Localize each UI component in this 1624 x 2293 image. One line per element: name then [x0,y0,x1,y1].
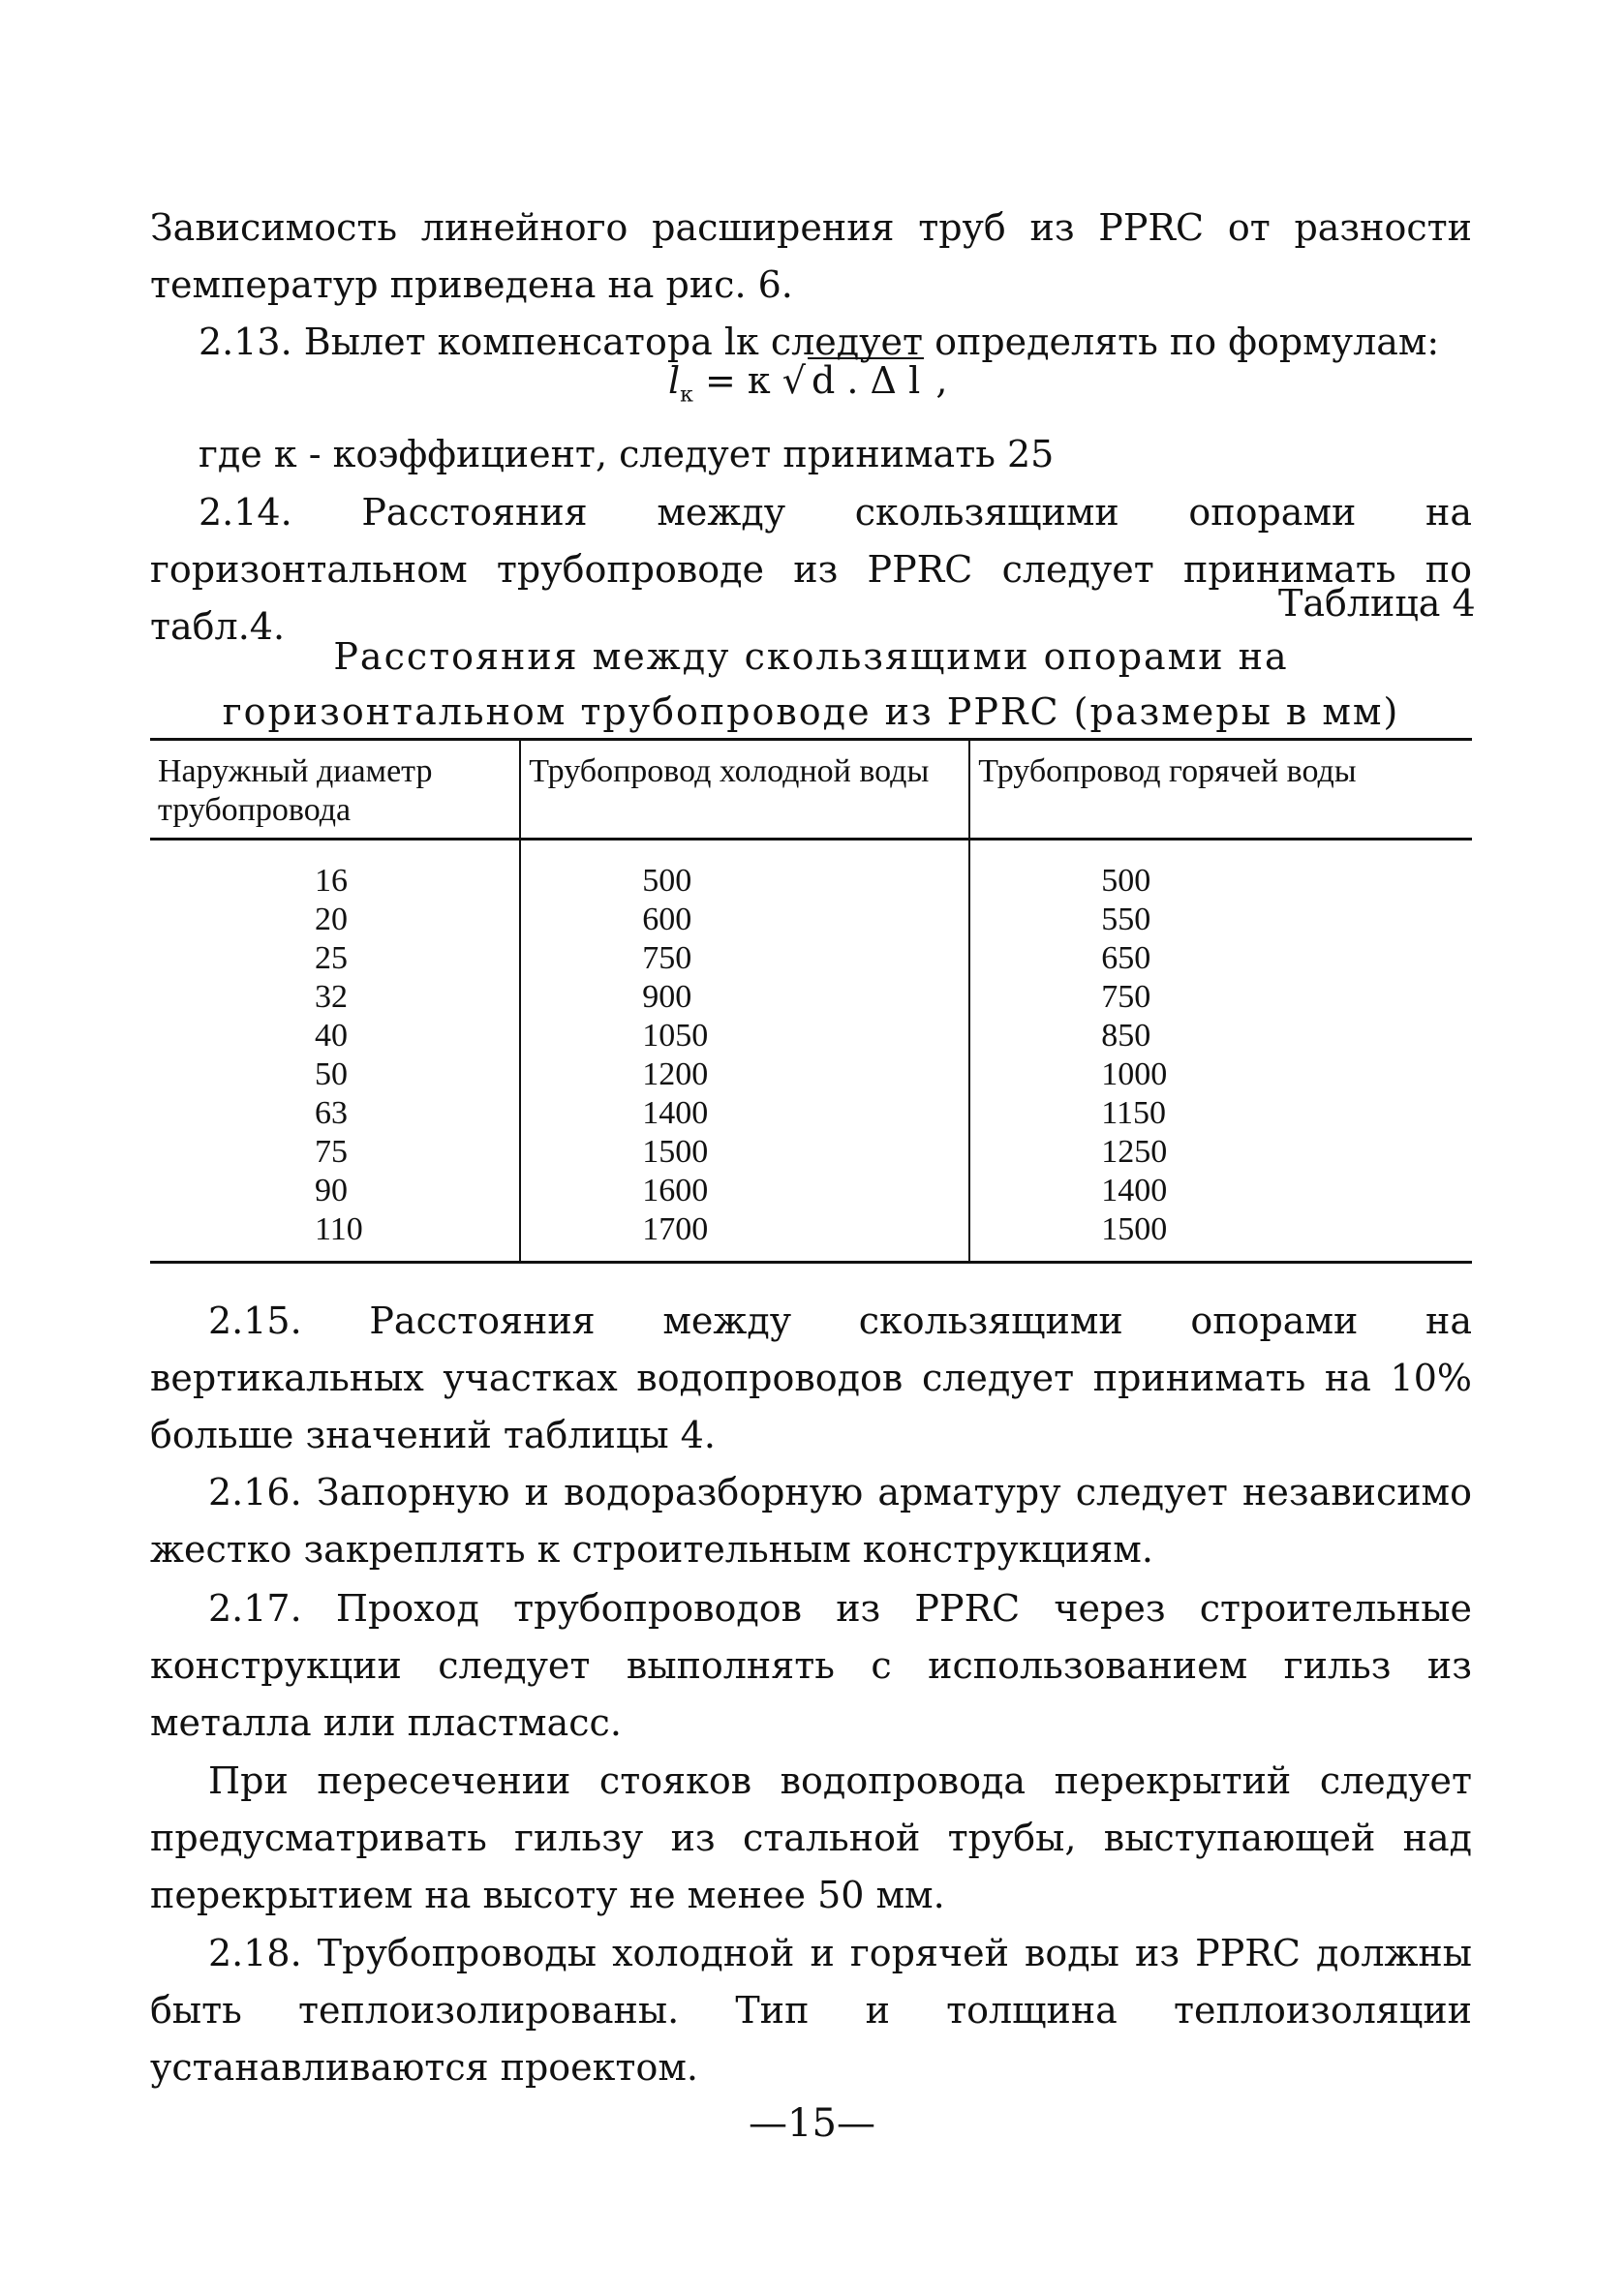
cold-water-cell: 600 [642,902,692,937]
diameter-cell: 90 [315,1173,348,1208]
support-distance-table [150,738,1472,1264]
hot-water-cell: 550 [1101,902,1151,937]
hot-water-cell: 650 [1101,940,1151,976]
diameter-cell: 63 [315,1095,348,1131]
paragraph-sleeve: При пересечении стояков водопровода перекрытий следует предусматривать гильзу из стальной трубы, выступающей над перекрытием на высоту не менее 50 мм. [150,1759,1472,1916]
paragraph-2-15: 2.15. Расстояния между скользящими опорами на вертикальных участках водопроводов следует принимать на 10% больше значений таблицы 4. [150,1299,1472,1456]
table-caption: Таблица 4 [1278,582,1476,625]
cold-water-cell: 750 [642,940,692,976]
header-cold-water: Трубопровод холодной воды [520,741,969,840]
paragraph-2-17: 2.17. Проход трубопроводов из PPRC через строительные конструкции следует выполнять с использованием гильз из металла или пластмасс. [150,1587,1472,1744]
hot-water-column [969,840,1472,1263]
diameter-column [150,840,520,1263]
diameter-cell: 20 [315,902,348,937]
cold-water-cell: 1050 [642,1018,709,1054]
paragraph-coefficient: где к - коэффициент, следует принимать 25 [199,433,1055,475]
hot-water-cell: 850 [1101,1018,1151,1054]
cold-water-cell: 1500 [642,1134,709,1170]
hot-water-cell: 1400 [1101,1173,1168,1208]
formula-equals: = к [705,359,771,402]
cold-water-cell: 1700 [642,1211,709,1247]
hot-water-cell: 500 [1101,863,1151,899]
diameter-cell: 75 [315,1134,348,1170]
diameter-cell: 25 [315,940,348,976]
hot-water-cell: 1500 [1101,1211,1168,1247]
compensator-formula [668,356,947,420]
paragraph-2-18: 2.18. Трубопроводы холодной и горячей воды из PPRC должны быть теплоизолированы. Тип и толщина теплоизоляции устанавливаются проектом. [150,1932,1472,2089]
page-number: —15— [749,2101,875,2146]
table-title [150,629,1472,740]
table-title-line-2: горизонтальном трубопроводе из PPRC (размеры в мм) [222,690,1400,733]
cold-water-column [520,840,969,1263]
sqrt-icon: √ [781,359,806,402]
paragraph-2-13: 2.13. Вылет компенсатора lк следует определять по формулам: [199,321,1440,363]
table-title-line-1: Расстояния между скользящими опорами на [333,635,1289,678]
diameter-cell: 32 [315,979,348,1015]
cold-water-cell: 1600 [642,1173,709,1208]
header-diameter: Наружный диаметр трубопровода [150,741,520,840]
cold-water-cell: 900 [642,979,692,1015]
diameter-cell: 50 [315,1056,348,1092]
cold-water-cell: 1200 [642,1056,709,1092]
cold-water-cell: 500 [642,863,692,899]
formula-lhs: l [668,359,681,402]
hot-water-cell: 1150 [1101,1095,1167,1131]
hot-water-cell: 1250 [1101,1134,1168,1170]
hot-water-cell: 750 [1101,979,1151,1015]
hot-water-cell: 1000 [1101,1056,1168,1092]
diameter-cell: 40 [315,1018,348,1054]
cold-water-cell: 1400 [642,1095,709,1131]
table-header-row [150,741,1472,840]
paragraph-2-14: 2.14. Расстояния между скользящими опорами на горизонтальном трубопроводе из PPRC следует принимать по табл.4. [150,491,1472,648]
formula-tail: , [935,359,948,402]
diameter-cell: 16 [315,863,348,899]
diameter-cell: 110 [315,1211,363,1247]
formula-radicand: d . Δ l [808,357,924,402]
header-hot-water: Трубопровод горячей воды [969,741,1472,840]
paragraph-2-16: 2.16. Запорную и водоразборную арматуру следует независимо жестко закреплять к строительным конструкциям. [150,1471,1472,1571]
paragraph-expansion-dependency: Зависимость линейного расширения труб из PPRC от разности температур приведена на рис. 6. [150,206,1472,306]
formula-subscript: к [680,382,693,408]
table-body-row [150,840,1472,1263]
